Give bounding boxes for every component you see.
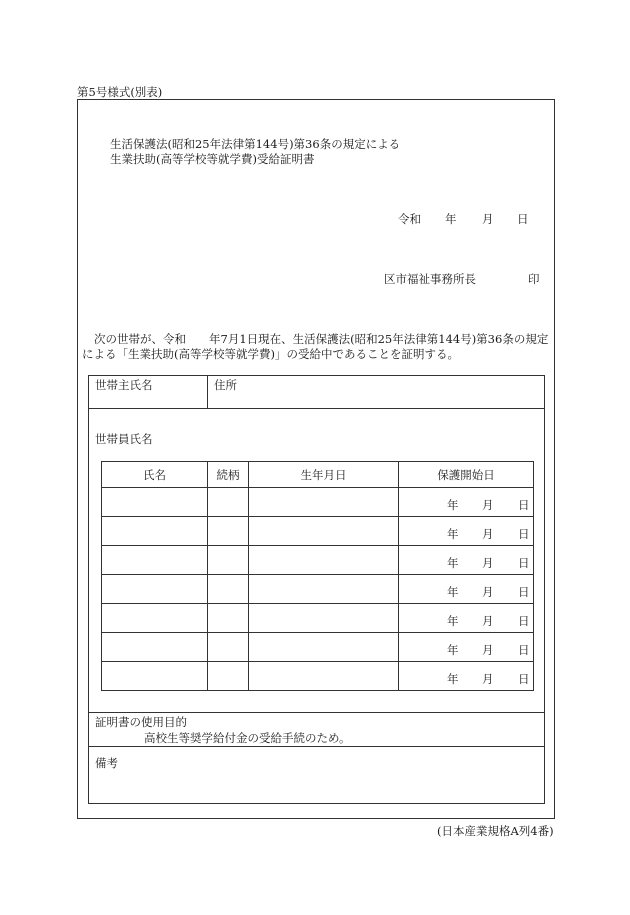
month-unit: 月 xyxy=(482,585,494,599)
table-row xyxy=(102,662,534,691)
day-unit: 日 xyxy=(518,498,530,512)
member-relation-cell[interactable] xyxy=(208,662,249,691)
head-address-divider xyxy=(207,375,208,408)
day-unit: 日 xyxy=(518,556,530,570)
year-unit: 年 xyxy=(447,672,459,686)
household-address-label: 住所 xyxy=(214,378,237,392)
month-unit: 月 xyxy=(482,498,494,512)
household-members-table xyxy=(101,461,534,691)
member-birthdate-cell[interactable] xyxy=(249,662,399,691)
column-header-birthdate: 生年月日 xyxy=(249,462,399,488)
member-birthdate-cell[interactable] xyxy=(249,546,399,575)
month-unit: 月 xyxy=(482,556,494,570)
table-row xyxy=(102,488,534,517)
protection-start-date-cell[interactable] xyxy=(399,517,534,546)
table-header-row xyxy=(102,462,534,488)
purpose-label: 証明書の使用目的 xyxy=(95,715,187,729)
remarks-top-divider xyxy=(88,746,545,747)
year-unit: 年 xyxy=(447,556,459,570)
member-birthdate-cell[interactable] xyxy=(249,517,399,546)
date-month-unit: 月 xyxy=(482,212,494,226)
column-header-name: 氏名 xyxy=(102,462,208,488)
member-birthdate-cell[interactable] xyxy=(249,633,399,662)
date-era: 令和 xyxy=(398,212,421,226)
household-members-label: 世帯員氏名 xyxy=(95,432,153,446)
purpose-top-divider xyxy=(88,712,545,713)
column-header-relation: 続柄 xyxy=(208,462,249,488)
table-row xyxy=(102,604,534,633)
protection-start-date-cell[interactable] xyxy=(399,633,534,662)
day-unit: 日 xyxy=(518,585,530,599)
certification-text-line-1: 次の世帯が、令和 年7月1日現在、生活保護法(昭和25年法律第144号)第36条の規定 xyxy=(94,332,549,346)
year-unit: 年 xyxy=(447,498,459,512)
day-unit: 日 xyxy=(518,643,530,657)
member-relation-cell[interactable] xyxy=(208,604,249,633)
member-name-cell[interactable] xyxy=(102,662,208,691)
table-row xyxy=(102,575,534,604)
date-year-unit: 年 xyxy=(445,212,457,226)
table-row xyxy=(102,633,534,662)
member-birthdate-cell[interactable] xyxy=(249,575,399,604)
column-header-protection-start: 保護開始日 xyxy=(399,462,534,488)
household-head-divider xyxy=(88,408,545,409)
member-name-cell[interactable] xyxy=(102,488,208,517)
title-line-2: 生業扶助(高等学校等就学費)受給証明書 xyxy=(110,152,315,166)
protection-start-date-cell[interactable] xyxy=(399,604,534,633)
protection-start-date-cell[interactable] xyxy=(399,488,534,517)
member-birthdate-cell[interactable] xyxy=(249,604,399,633)
member-name-cell[interactable] xyxy=(102,575,208,604)
member-relation-cell[interactable] xyxy=(208,517,249,546)
protection-start-date-cell[interactable] xyxy=(399,546,534,575)
issuer-seal: 印 xyxy=(528,272,540,286)
month-unit: 月 xyxy=(482,527,494,541)
certification-text-line-2: による「生業扶助(高等学校等就学費)」の受給中であることを証明する。 xyxy=(82,347,459,361)
title-line-1: 生活保護法(昭和25年法律第144号)第36条の規定による xyxy=(110,137,401,151)
member-relation-cell[interactable] xyxy=(208,546,249,575)
month-unit: 月 xyxy=(482,614,494,628)
protection-start-date-cell[interactable] xyxy=(399,662,534,691)
member-name-cell[interactable] xyxy=(102,604,208,633)
table-row xyxy=(102,517,534,546)
paper-standard-note: (日本産業規格A列4番) xyxy=(437,824,554,838)
member-relation-cell[interactable] xyxy=(208,488,249,517)
year-unit: 年 xyxy=(447,585,459,599)
member-name-cell[interactable] xyxy=(102,517,208,546)
member-name-cell[interactable] xyxy=(102,546,208,575)
date-day-unit: 日 xyxy=(517,212,529,226)
member-relation-cell[interactable] xyxy=(208,633,249,662)
month-unit: 月 xyxy=(482,672,494,686)
protection-start-date-cell[interactable] xyxy=(399,575,534,604)
day-unit: 日 xyxy=(518,672,530,686)
table-row xyxy=(102,546,534,575)
day-unit: 日 xyxy=(518,527,530,541)
year-unit: 年 xyxy=(447,527,459,541)
purpose-text: 高校生等奨学給付金の受給手続のため。 xyxy=(144,731,351,745)
month-unit: 月 xyxy=(482,643,494,657)
issuer-office: 区市福祉事務所長 xyxy=(384,272,476,286)
member-birthdate-cell[interactable] xyxy=(249,488,399,517)
member-name-cell[interactable] xyxy=(102,633,208,662)
day-unit: 日 xyxy=(518,614,530,628)
remarks-label: 備考 xyxy=(95,756,118,770)
form-number-label: 第5号様式(別表) xyxy=(77,85,163,99)
household-head-name-label: 世帯主氏名 xyxy=(95,378,153,392)
member-relation-cell[interactable] xyxy=(208,575,249,604)
year-unit: 年 xyxy=(447,643,459,657)
year-unit: 年 xyxy=(447,614,459,628)
